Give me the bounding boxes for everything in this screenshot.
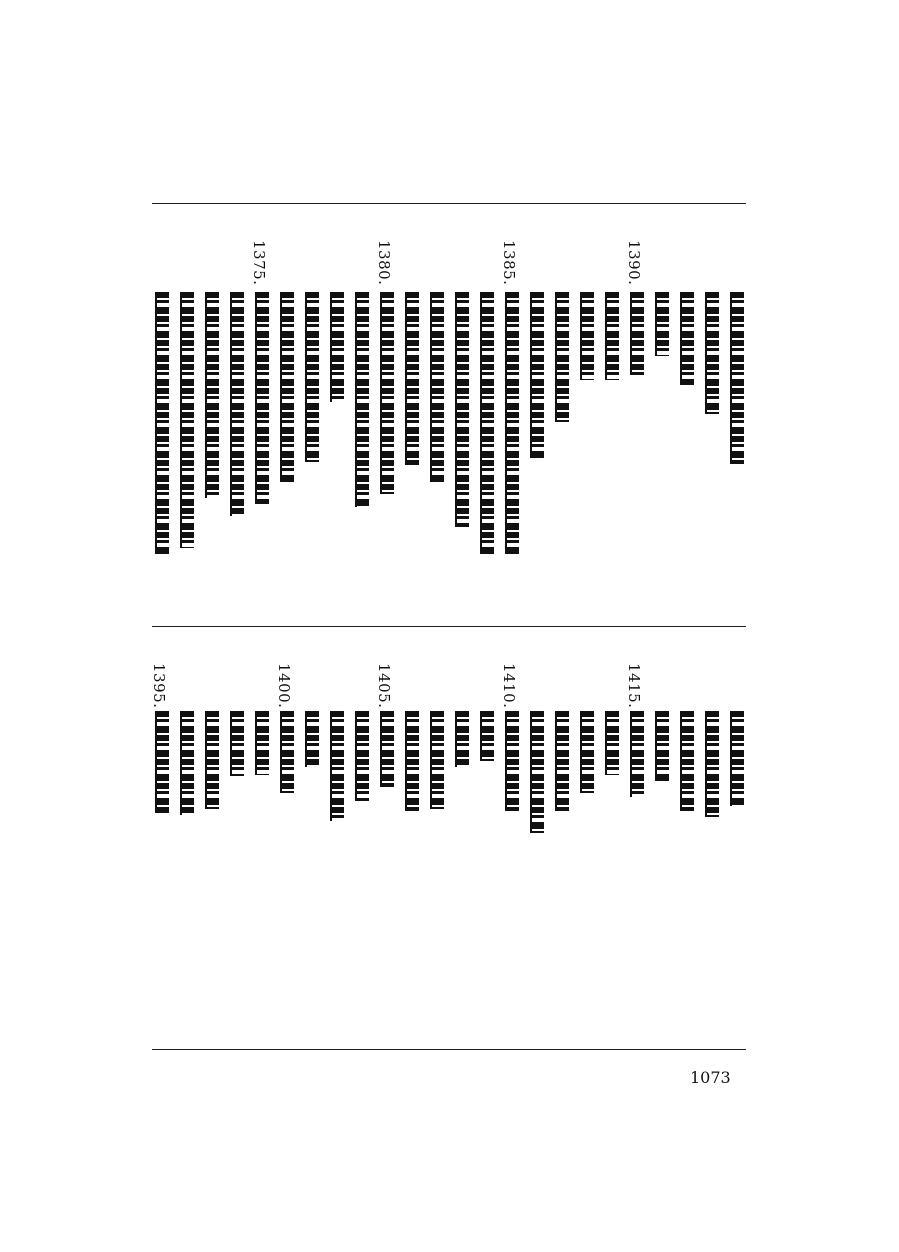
- page-number: 1073: [690, 1068, 731, 1087]
- top-rule: [152, 203, 746, 204]
- verse-block-upper: [152, 240, 746, 520]
- line-number: 1395.: [150, 663, 168, 709]
- middle-rule: [152, 626, 746, 627]
- line-number: 1405.: [375, 663, 393, 709]
- line-number: 1400.: [275, 663, 293, 709]
- line-number: 1380.: [375, 240, 393, 286]
- bottom-rule: [152, 1049, 746, 1050]
- line-number: 1410.: [500, 663, 518, 709]
- line-number: 1415.: [625, 663, 643, 709]
- line-number: 1390.: [625, 240, 643, 286]
- verse-block-lower: [152, 663, 746, 883]
- line-number: 1385.: [500, 240, 518, 286]
- line-number: 1375.: [250, 240, 268, 286]
